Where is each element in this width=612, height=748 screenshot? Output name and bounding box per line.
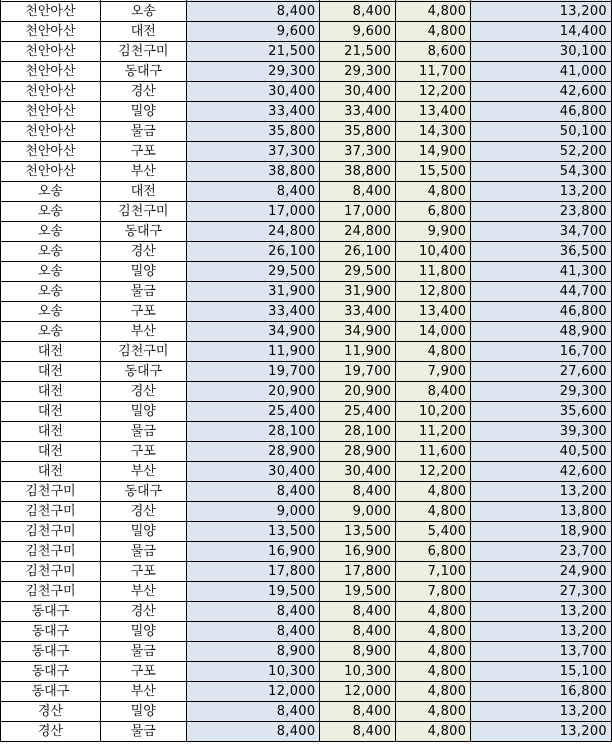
table-row [1, 702, 612, 722]
cell-departure[interactable]: 오송 [1, 222, 101, 242]
cell-value-1[interactable]: 25,400 [186, 402, 320, 422]
cell-value-1[interactable]: 8,400 [186, 622, 320, 642]
cell-value-3[interactable]: 7,100 [396, 562, 471, 582]
table-row [1, 522, 612, 542]
cell-value-3[interactable]: 12,800 [396, 282, 471, 302]
table-row [1, 442, 612, 462]
cell-departure[interactable]: 김천구미 [1, 582, 101, 602]
cell-value-1[interactable]: 38,800 [186, 162, 320, 182]
cell-arrival[interactable]: 오송 [100, 2, 186, 22]
table-row [1, 182, 612, 202]
cell-value-1[interactable]: 19,500 [186, 582, 320, 602]
cell-departure[interactable]: 오송 [1, 302, 101, 322]
cell-value-1[interactable]: 9,600 [186, 22, 320, 42]
cell-value-1[interactable]: 8,400 [186, 2, 320, 22]
cell-departure[interactable]: 대전 [1, 362, 101, 382]
cell-value-3[interactable]: 13,400 [396, 102, 471, 122]
cell-value-4[interactable]: 13,200 [471, 182, 612, 202]
table-row [1, 682, 612, 702]
cell-departure[interactable]: 대전 [1, 402, 101, 422]
cell-value-1[interactable]: 17,800 [186, 562, 320, 582]
cell-value-4[interactable]: 16,800 [471, 682, 612, 702]
cell-value-3[interactable]: 4,800 [396, 502, 471, 522]
cell-arrival[interactable]: 경산 [100, 502, 186, 522]
cell-arrival[interactable]: 밀양 [100, 262, 186, 282]
cell-arrival[interactable]: 동대구 [100, 482, 186, 502]
cell-value-4[interactable]: 13,200 [471, 482, 612, 502]
cell-departure[interactable]: 김천구미 [1, 482, 101, 502]
cell-value-4[interactable]: 40,500 [471, 442, 612, 462]
cell-value-2[interactable]: 37,300 [320, 142, 396, 162]
cell-departure[interactable]: 동대구 [1, 642, 101, 662]
cell-value-3[interactable]: 14,000 [396, 322, 471, 342]
cell-arrival[interactable]: 김천구미 [100, 42, 186, 62]
cell-value-1[interactable]: 21,500 [186, 42, 320, 62]
cell-value-2[interactable]: 25,400 [320, 402, 396, 422]
cell-arrival[interactable]: 물금 [100, 542, 186, 562]
cell-value-4[interactable]: 29,300 [471, 382, 612, 402]
cell-value-3[interactable]: 14,900 [396, 142, 471, 162]
cell-value-2[interactable]: 19,500 [320, 582, 396, 602]
cell-value-4[interactable]: 46,800 [471, 302, 612, 322]
cell-value-1[interactable]: 29,300 [186, 62, 320, 82]
cell-arrival[interactable]: 부산 [100, 162, 186, 182]
cell-value-2[interactable]: 33,400 [320, 102, 396, 122]
cell-value-4[interactable]: 34,700 [471, 222, 612, 242]
cell-arrival[interactable]: 밀양 [100, 102, 186, 122]
cell-departure[interactable]: 오송 [1, 322, 101, 342]
cell-departure[interactable]: 천안아산 [1, 2, 101, 22]
cell-value-2[interactable]: 28,100 [320, 422, 396, 442]
cell-value-3[interactable]: 4,800 [396, 182, 471, 202]
table-row [1, 462, 612, 482]
table-row [1, 282, 612, 302]
table-row [1, 602, 612, 622]
cell-value-1[interactable]: 11,900 [186, 342, 320, 362]
table-row [1, 122, 612, 142]
cell-value-3[interactable]: 6,800 [396, 202, 471, 222]
cell-value-4[interactable]: 23,800 [471, 202, 612, 222]
cell-value-1[interactable]: 26,100 [186, 242, 320, 262]
cell-value-2[interactable]: 29,500 [320, 262, 396, 282]
cell-value-2[interactable]: 26,100 [320, 242, 396, 262]
cell-departure[interactable]: 천안아산 [1, 82, 101, 102]
cell-value-1[interactable]: 28,900 [186, 442, 320, 462]
cell-value-2[interactable]: 38,800 [320, 162, 396, 182]
table-row [1, 162, 612, 182]
cell-value-4[interactable]: 39,300 [471, 422, 612, 442]
cell-value-4[interactable]: 13,200 [471, 722, 612, 742]
cell-value-4[interactable]: 42,600 [471, 82, 612, 102]
table-row [1, 42, 612, 62]
cell-value-2[interactable]: 29,300 [320, 62, 396, 82]
table-row [1, 422, 612, 442]
cell-value-3[interactable]: 7,800 [396, 582, 471, 602]
cell-departure[interactable]: 오송 [1, 262, 101, 282]
cell-value-4[interactable]: 16,700 [471, 342, 612, 362]
cell-value-3[interactable]: 5,400 [396, 522, 471, 542]
cell-arrival[interactable]: 구포 [100, 142, 186, 162]
table-row [1, 582, 612, 602]
cell-value-1[interactable]: 34,900 [186, 322, 320, 342]
cell-departure[interactable]: 천안아산 [1, 162, 101, 182]
cell-departure[interactable]: 동대구 [1, 622, 101, 642]
cell-value-1[interactable]: 33,400 [186, 302, 320, 322]
cell-value-3[interactable]: 11,700 [396, 62, 471, 82]
cell-value-3[interactable]: 14,300 [396, 122, 471, 142]
cell-value-3[interactable]: 4,800 [396, 622, 471, 642]
cell-value-4[interactable]: 13,200 [471, 702, 612, 722]
cell-value-2[interactable]: 8,400 [320, 722, 396, 742]
cell-value-2[interactable]: 31,900 [320, 282, 396, 302]
table-row [1, 342, 612, 362]
table-row [1, 262, 612, 282]
cell-value-3[interactable]: 13,400 [396, 302, 471, 322]
cell-departure[interactable]: 오송 [1, 202, 101, 222]
cell-value-4[interactable]: 50,100 [471, 122, 612, 142]
cell-value-4[interactable]: 54,300 [471, 162, 612, 182]
cell-arrival[interactable]: 부산 [100, 682, 186, 702]
cell-value-3[interactable]: 9,900 [396, 222, 471, 242]
cell-departure[interactable]: 천안아산 [1, 102, 101, 122]
cell-value-2[interactable]: 17,800 [320, 562, 396, 582]
cell-value-2[interactable]: 16,900 [320, 542, 396, 562]
cell-value-4[interactable]: 27,600 [471, 362, 612, 382]
cell-value-4[interactable]: 13,800 [471, 502, 612, 522]
cell-value-2[interactable]: 8,400 [320, 702, 396, 722]
table-row [1, 142, 612, 162]
cell-value-4[interactable]: 30,100 [471, 42, 612, 62]
cell-value-4[interactable]: 13,200 [471, 622, 612, 642]
cell-value-3[interactable]: 4,800 [396, 702, 471, 722]
cell-value-2[interactable]: 13,500 [320, 522, 396, 542]
cell-departure[interactable]: 오송 [1, 242, 101, 262]
cell-value-2[interactable]: 30,400 [320, 82, 396, 102]
cell-value-4[interactable]: 24,900 [471, 562, 612, 582]
cell-value-1[interactable]: 20,900 [186, 382, 320, 402]
cell-value-4[interactable]: 27,300 [471, 582, 612, 602]
cell-departure[interactable]: 오송 [1, 182, 101, 202]
cell-value-3[interactable]: 4,800 [396, 602, 471, 622]
cell-value-3[interactable]: 10,200 [396, 402, 471, 422]
cell-departure[interactable]: 대전 [1, 342, 101, 362]
cell-arrival[interactable]: 동대구 [100, 222, 186, 242]
cell-departure[interactable]: 대전 [1, 462, 101, 482]
cell-value-3[interactable]: 4,800 [396, 722, 471, 742]
cell-arrival[interactable]: 동대구 [100, 362, 186, 382]
table-row [1, 302, 612, 322]
cell-departure[interactable]: 대전 [1, 442, 101, 462]
table-row [1, 82, 612, 102]
cell-departure[interactable]: 김천구미 [1, 542, 101, 562]
cell-arrival[interactable]: 구포 [100, 302, 186, 322]
cell-value-2[interactable]: 8,400 [320, 622, 396, 642]
cell-value-3[interactable]: 8,600 [396, 42, 471, 62]
cell-value-4[interactable]: 41,300 [471, 262, 612, 282]
table-row [1, 642, 612, 662]
cell-departure[interactable]: 천안아산 [1, 142, 101, 162]
cell-value-2[interactable]: 24,800 [320, 222, 396, 242]
cell-value-1[interactable]: 8,400 [186, 702, 320, 722]
cell-value-4[interactable]: 35,600 [471, 402, 612, 422]
cell-arrival[interactable]: 물금 [100, 122, 186, 142]
cell-arrival[interactable]: 경산 [100, 82, 186, 102]
cell-departure[interactable]: 동대구 [1, 602, 101, 622]
cell-value-2[interactable]: 35,800 [320, 122, 396, 142]
cell-value-1[interactable]: 30,400 [186, 462, 320, 482]
cell-value-2[interactable]: 28,900 [320, 442, 396, 462]
table-row [1, 362, 612, 382]
table-row [1, 402, 612, 422]
cell-value-4[interactable]: 44,700 [471, 282, 612, 302]
cell-arrival[interactable]: 구포 [100, 562, 186, 582]
cell-value-2[interactable]: 33,400 [320, 302, 396, 322]
table-row [1, 502, 612, 522]
table-row [1, 322, 612, 342]
cell-value-2[interactable]: 8,400 [320, 182, 396, 202]
cell-departure[interactable]: 천안아산 [1, 62, 101, 82]
cell-departure[interactable]: 천안아산 [1, 42, 101, 62]
cell-value-1[interactable]: 28,100 [186, 422, 320, 442]
cell-departure[interactable]: 김천구미 [1, 502, 101, 522]
cell-departure[interactable]: 천안아산 [1, 22, 101, 42]
table-row [1, 722, 612, 742]
cell-value-1[interactable]: 30,400 [186, 82, 320, 102]
cell-arrival[interactable]: 물금 [100, 642, 186, 662]
cell-arrival[interactable]: 김천구미 [100, 202, 186, 222]
cell-value-4[interactable]: 13,700 [471, 642, 612, 662]
cell-value-2[interactable]: 11,900 [320, 342, 396, 362]
cell-value-1[interactable]: 29,500 [186, 262, 320, 282]
table-row [1, 242, 612, 262]
cell-arrival[interactable]: 부산 [100, 322, 186, 342]
fare-table-body [1, 0, 612, 742]
cell-value-1[interactable]: 35,800 [186, 122, 320, 142]
cell-value-4[interactable]: 48,900 [471, 322, 612, 342]
cell-arrival[interactable]: 밀양 [100, 522, 186, 542]
cell-arrival[interactable]: 물금 [100, 722, 186, 742]
cell-value-4[interactable]: 46,800 [471, 102, 612, 122]
cell-value-1[interactable]: 24,800 [186, 222, 320, 242]
cell-value-3[interactable]: 4,800 [396, 682, 471, 702]
cell-value-1[interactable]: 8,400 [186, 722, 320, 742]
cell-value-3[interactable]: 4,800 [396, 22, 471, 42]
cell-value-2[interactable]: 8,400 [320, 482, 396, 502]
cell-arrival[interactable]: 밀양 [100, 622, 186, 642]
cell-value-2[interactable]: 30,400 [320, 462, 396, 482]
cell-value-3[interactable]: 11,800 [396, 262, 471, 282]
cell-arrival[interactable]: 구포 [100, 442, 186, 462]
cell-value-4[interactable]: 15,100 [471, 662, 612, 682]
cell-value-3[interactable]: 4,800 [396, 2, 471, 22]
cell-departure[interactable]: 천안아산 [1, 122, 101, 142]
cell-value-1[interactable]: 12,000 [186, 682, 320, 702]
cell-value-2[interactable]: 20,900 [320, 382, 396, 402]
cell-value-4[interactable]: 36,500 [471, 242, 612, 262]
cell-value-1[interactable]: 16,900 [186, 542, 320, 562]
cell-value-2[interactable]: 9,000 [320, 502, 396, 522]
cell-value-4[interactable]: 13,200 [471, 602, 612, 622]
cell-value-4[interactable]: 14,400 [471, 22, 612, 42]
cell-departure[interactable]: 동대구 [1, 682, 101, 702]
cell-departure[interactable]: 대전 [1, 382, 101, 402]
cell-value-1[interactable]: 8,400 [186, 482, 320, 502]
cell-value-2[interactable]: 8,400 [320, 2, 396, 22]
cell-value-3[interactable]: 7,900 [396, 362, 471, 382]
table-row [1, 562, 612, 582]
cell-value-4[interactable]: 52,200 [471, 142, 612, 162]
cell-arrival[interactable]: 물금 [100, 282, 186, 302]
cell-value-2[interactable]: 21,500 [320, 42, 396, 62]
table-row [1, 662, 612, 682]
cell-value-2[interactable]: 12,000 [320, 682, 396, 702]
cell-value-3[interactable]: 10,400 [396, 242, 471, 262]
table-row [1, 2, 612, 22]
cell-arrival[interactable]: 부산 [100, 582, 186, 602]
cell-value-1[interactable]: 17,000 [186, 202, 320, 222]
cell-value-4[interactable]: 41,000 [471, 62, 612, 82]
cell-arrival[interactable]: 대전 [100, 22, 186, 42]
table-row [1, 222, 612, 242]
cell-value-2[interactable]: 19,700 [320, 362, 396, 382]
cell-value-3[interactable]: 4,800 [396, 662, 471, 682]
cell-value-1[interactable]: 10,300 [186, 662, 320, 682]
cell-value-3[interactable]: 4,800 [396, 482, 471, 502]
cell-value-2[interactable]: 34,900 [320, 322, 396, 342]
cell-arrival[interactable]: 물금 [100, 422, 186, 442]
cell-arrival[interactable]: 밀양 [100, 402, 186, 422]
cell-value-1[interactable]: 13,500 [186, 522, 320, 542]
table-row [1, 102, 612, 122]
cell-value-1[interactable]: 33,400 [186, 102, 320, 122]
cell-value-1[interactable]: 9,000 [186, 502, 320, 522]
cell-value-3[interactable]: 4,800 [396, 342, 471, 362]
cell-departure[interactable]: 동대구 [1, 662, 101, 682]
cell-arrival[interactable]: 김천구미 [100, 342, 186, 362]
cell-value-1[interactable]: 19,700 [186, 362, 320, 382]
table-row [1, 382, 612, 402]
cell-value-4[interactable]: 13,200 [471, 2, 612, 22]
cell-departure[interactable]: 김천구미 [1, 522, 101, 542]
cell-arrival[interactable]: 경산 [100, 242, 186, 262]
cell-value-3[interactable]: 11,200 [396, 422, 471, 442]
cell-departure[interactable]: 경산 [1, 702, 101, 722]
cell-value-4[interactable]: 23,700 [471, 542, 612, 562]
table-row [1, 622, 612, 642]
table-row [1, 542, 612, 562]
table-row [1, 62, 612, 82]
cell-value-1[interactable]: 8,400 [186, 602, 320, 622]
cell-value-2[interactable]: 10,300 [320, 662, 396, 682]
cell-arrival[interactable]: 경산 [100, 382, 186, 402]
cell-departure[interactable]: 경산 [1, 722, 101, 742]
table-row [1, 22, 612, 42]
cell-value-2[interactable]: 8,900 [320, 642, 396, 662]
cell-value-3[interactable]: 12,200 [396, 82, 471, 102]
cell-value-2[interactable]: 9,600 [320, 22, 396, 42]
cell-value-3[interactable]: 12,200 [396, 462, 471, 482]
cell-arrival[interactable]: 구포 [100, 662, 186, 682]
cell-departure[interactable]: 대전 [1, 422, 101, 442]
cell-value-3[interactable]: 15,500 [396, 162, 471, 182]
cell-value-2[interactable]: 17,000 [320, 202, 396, 222]
cell-arrival[interactable]: 밀양 [100, 702, 186, 722]
cell-arrival[interactable]: 경산 [100, 602, 186, 622]
table-row [1, 482, 612, 502]
cell-value-1[interactable]: 8,900 [186, 642, 320, 662]
cell-value-2[interactable]: 8,400 [320, 602, 396, 622]
cell-arrival[interactable]: 부산 [100, 462, 186, 482]
cell-value-3[interactable]: 4,800 [396, 642, 471, 662]
cell-value-4[interactable]: 42,600 [471, 462, 612, 482]
cell-value-4[interactable]: 18,900 [471, 522, 612, 542]
cell-arrival[interactable]: 동대구 [100, 62, 186, 82]
cell-value-1[interactable]: 8,400 [186, 182, 320, 202]
cell-departure[interactable]: 김천구미 [1, 562, 101, 582]
cell-value-1[interactable]: 37,300 [186, 142, 320, 162]
cell-value-3[interactable]: 11,600 [396, 442, 471, 462]
cell-departure[interactable]: 오송 [1, 282, 101, 302]
cell-value-3[interactable]: 8,400 [396, 382, 471, 402]
cell-value-1[interactable]: 31,900 [186, 282, 320, 302]
cell-arrival[interactable]: 대전 [100, 182, 186, 202]
cell-value-3[interactable]: 6,800 [396, 542, 471, 562]
table-row [1, 202, 612, 222]
